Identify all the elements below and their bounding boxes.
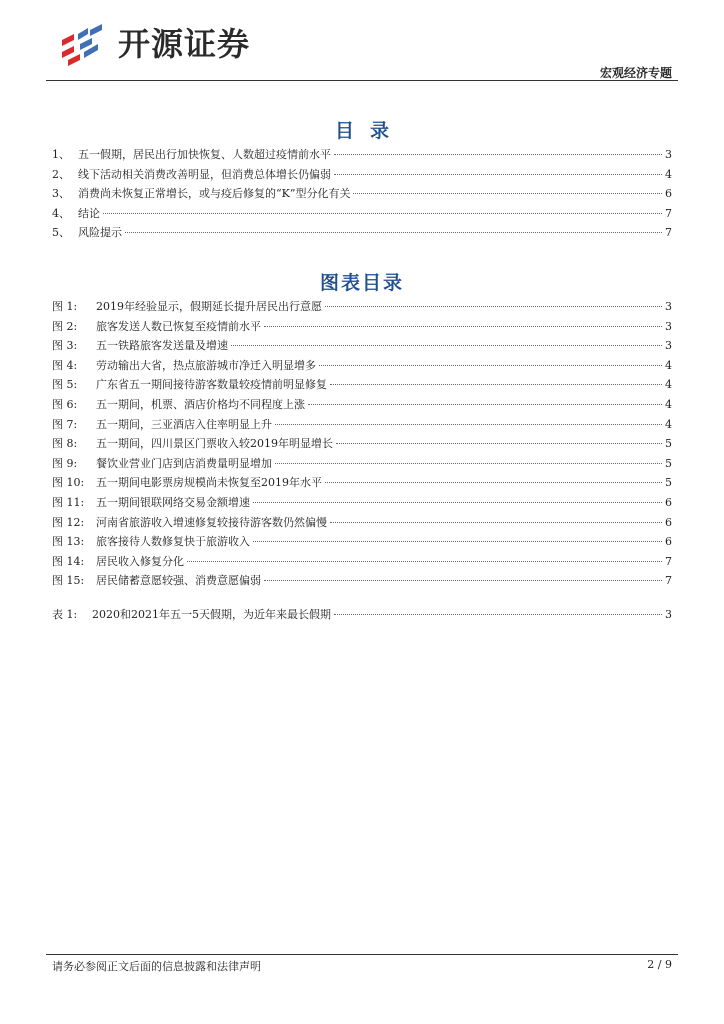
- figure-entry[interactable]: [52, 494, 672, 514]
- entry-page: 7: [665, 574, 672, 588]
- entry-number: 图 7:: [52, 417, 78, 431]
- entry-number: 2、: [52, 167, 70, 181]
- dot-leader: [334, 154, 662, 155]
- dot-leader: [308, 404, 662, 405]
- toc-entry[interactable]: [52, 185, 672, 205]
- entry-number: 5、: [52, 226, 70, 240]
- entry-number: 图 5:: [52, 378, 78, 392]
- entry-number: 表 1:: [52, 608, 78, 621]
- entry-number: 图 3:: [52, 339, 78, 353]
- entry-page: 3: [665, 339, 672, 353]
- dot-leader: [334, 614, 662, 615]
- entry-number: 4、: [52, 206, 70, 220]
- entry-page: 3: [665, 300, 672, 313]
- entry-number: 图 12:: [52, 515, 85, 529]
- dot-leader: [275, 463, 662, 464]
- dot-leader: [253, 541, 662, 542]
- entry-number: 3、: [52, 187, 70, 201]
- header-divider: [46, 80, 678, 81]
- entry-page: 4: [665, 358, 672, 372]
- figure-entry[interactable]: [52, 572, 672, 592]
- entry-label: 居民储蓄意愿较强、消费意愿偏弱: [96, 574, 261, 588]
- entry-label: 劳动输出大省，热点旅游城市净迁入明显增多: [96, 358, 316, 372]
- entry-label: 消费尚未恢复正常增长，或与疫后修复的“K”型分化有关: [78, 187, 351, 201]
- kaiyuan-logo-icon: [58, 22, 108, 66]
- dot-leader: [231, 345, 662, 346]
- toc-entry[interactable]: [52, 205, 672, 225]
- dot-leader: [125, 232, 662, 233]
- page-number: 2 / 9: [647, 958, 672, 971]
- dot-leader: [325, 306, 662, 307]
- figure-entry[interactable]: [52, 396, 672, 416]
- entry-label: 五一期间，四川景区门票收入较2019年明显增长: [96, 437, 333, 451]
- entry-page: 4: [665, 167, 672, 181]
- entry-page: 3: [665, 608, 672, 621]
- toc-entry[interactable]: [52, 224, 672, 244]
- entry-page: 6: [665, 535, 672, 549]
- toc-list: [52, 146, 672, 244]
- entry-label: 居民收入修复分化: [96, 554, 184, 568]
- entry-number: 图 4:: [52, 358, 78, 372]
- figures-title: 图表目录: [319, 272, 404, 294]
- entry-page: 5: [665, 456, 672, 470]
- figure-entry[interactable]: [52, 533, 672, 553]
- footer-disclaimer: 请务必参阅正文后面的信息披露和法律声明: [52, 960, 261, 973]
- dot-leader: [275, 424, 662, 425]
- dot-leader: [319, 365, 662, 366]
- entry-label: 结论: [78, 206, 100, 220]
- entry-label: 广东省五一期间接待游客数量较疫情前明显修复: [96, 378, 327, 392]
- entry-label: 2019年经验显示，假期延长提升居民出行意愿: [96, 300, 322, 313]
- figure-entry[interactable]: [52, 416, 672, 436]
- figure-entry[interactable]: [52, 337, 672, 357]
- dot-leader: [187, 561, 662, 562]
- entry-label: 2020和2021年五一5天假期，为近年来最长假期: [92, 608, 331, 621]
- entry-page: 4: [665, 397, 672, 411]
- figure-entry[interactable]: [52, 298, 672, 318]
- entry-page: 7: [665, 554, 672, 568]
- dot-leader: [264, 326, 662, 327]
- dot-leader: [103, 213, 662, 214]
- entry-label: 五一期间，机票、酒店价格均不同程度上涨: [96, 397, 305, 411]
- figure-entry[interactable]: [52, 357, 672, 377]
- entry-page: 3: [665, 319, 672, 333]
- entry-number: 图 8:: [52, 437, 78, 451]
- entry-page: 3: [665, 148, 672, 161]
- entry-number: 图 13:: [52, 535, 85, 549]
- entry-page: 6: [665, 187, 672, 201]
- dot-leader: [330, 522, 662, 523]
- toc-entry[interactable]: [52, 166, 672, 186]
- entry-label: 五一期间电影票房规模尚未恢复至2019年水平: [96, 476, 322, 490]
- entry-number: 图 2:: [52, 319, 78, 333]
- footer-divider: [46, 954, 678, 955]
- entry-page: 6: [665, 515, 672, 529]
- entry-number: 图 1:: [52, 300, 78, 313]
- entry-page: 7: [665, 226, 672, 240]
- brand-name: 开源证券: [118, 25, 251, 63]
- toc-entry[interactable]: [52, 146, 672, 166]
- entry-number: 图 15:: [52, 574, 85, 588]
- entry-label: 五一期间银联网络交易金额增速: [96, 495, 250, 509]
- entry-number: 图 6:: [52, 397, 78, 411]
- entry-label: 旅客接待人数修复快于旅游收入: [96, 535, 250, 549]
- entry-page: 4: [665, 417, 672, 431]
- entry-label: 五一期间，三亚酒店入住率明显上升: [96, 417, 272, 431]
- entry-number: 1、: [52, 148, 70, 161]
- brand-logo: [58, 22, 250, 66]
- figure-entry[interactable]: [52, 376, 672, 396]
- dot-leader: [330, 384, 662, 385]
- entry-label: 河南省旅游收入增速修复较接待游客数仍然偏慢: [96, 515, 327, 529]
- tables-list: [52, 606, 672, 626]
- report-type: 宏观经济专题: [599, 66, 672, 80]
- figure-entry[interactable]: [52, 553, 672, 573]
- figure-entry[interactable]: [52, 318, 672, 338]
- figure-entry[interactable]: [52, 455, 672, 475]
- entry-page: 4: [665, 378, 672, 392]
- entry-label: 餐饮业营业门店到店消费量明显增加: [96, 456, 272, 470]
- figures-list: [52, 298, 672, 592]
- entry-page: 5: [665, 476, 672, 490]
- figure-entry[interactable]: [52, 514, 672, 534]
- entry-label: 风险提示: [78, 226, 122, 240]
- entry-label: 线下活动相关消费改善明显，但消费总体增长仍偏弱: [78, 167, 331, 181]
- entry-number: 图 9:: [52, 456, 78, 470]
- entry-page: 5: [665, 437, 672, 451]
- dot-leader: [325, 482, 662, 483]
- dot-leader: [334, 174, 662, 175]
- entry-label: 旅客发送人数已恢复至疫情前水平: [96, 319, 261, 333]
- entry-page: 7: [665, 206, 672, 220]
- entry-number: 图 14:: [52, 554, 85, 568]
- dot-leader: [353, 193, 662, 194]
- figure-entry[interactable]: [52, 435, 672, 455]
- table-entry[interactable]: [52, 606, 672, 626]
- dot-leader: [336, 443, 662, 444]
- dot-leader: [264, 580, 662, 581]
- entry-page: 6: [665, 495, 672, 509]
- toc-title: 目录: [334, 120, 405, 142]
- entry-label: 五一假期，居民出行加快恢复、人数超过疫情前水平: [78, 148, 331, 161]
- entry-number: 图 11:: [52, 495, 85, 509]
- dot-leader: [253, 502, 662, 503]
- entry-number: 图 10:: [52, 476, 85, 490]
- entry-label: 五一铁路旅客发送量及增速: [96, 339, 228, 353]
- figure-entry[interactable]: [52, 474, 672, 494]
